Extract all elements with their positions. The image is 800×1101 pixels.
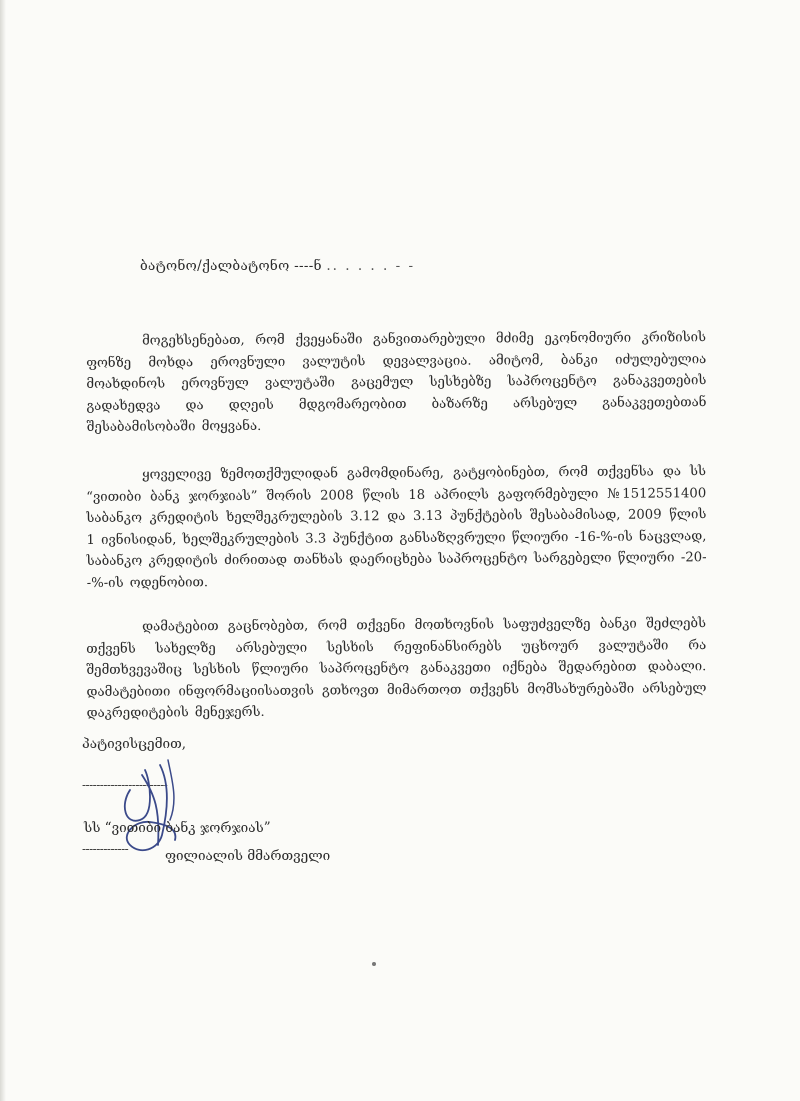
paragraph-devaluation: მოგეხსენებათ, რომ ქვეყანაში განვითარებული მძიმე ეკონომიური კრიზისის ფონზე მოხდა ეროვნული ვალუტის დევალვაცია. ამიტომ, ბანკი იძულებულია მოახდინოს ეროვნულ ვალუტაში გაცემულ სესხებზე საპროცენტო განაკვეთების გადახედვა და დღეის მდგომარეობით ბაზარზე არსებულ განაკვეთებთან შესაბამისობაში მოყვანა. bbox=[86, 330, 707, 436]
position-dash-line: ------------- bbox=[82, 842, 129, 856]
signature-dash-line: ------------------------ bbox=[82, 778, 168, 792]
obscured-recipient-name: .. . . . . - - bbox=[326, 258, 416, 274]
salutation-text: ბატონო/ქალბატონო ----ნ bbox=[140, 258, 322, 274]
paragraph-refinancing: დამატებით გაცნობებთ, რომ თქვენი მოთხოვნის საფუძველზე ბანკი შეძლებს თქვენს სახელზე არსებული სესხის რეფინანსირებს უცხოურ ვალუტაში რა შემთხვევაშიც სესხის წლიური საპროცენტო განაკვეთი იქნება შედარებით დაბალი. დამატებითი ინფორმაციისათვის გთხოვთ მიმართოთ თქვენს მომსახურებაში არსებულ დაკრედიტების მენეჯერს. bbox=[86, 616, 707, 722]
closing-greeting: პატივისცემით, bbox=[82, 736, 186, 752]
organization-name: სს “ვითიბი ბანკ ჯორჯიას” bbox=[84, 820, 271, 836]
scan-edge-shadow bbox=[0, 0, 6, 1101]
scan-speck bbox=[372, 962, 376, 966]
salutation-line bbox=[140, 258, 415, 274]
paragraph-rate-change: ყოველივე ზემოთქმულიდან გამომდინარე, გატყობინებთ, რომ თქვენსა და სს “ვითიბი ბანკ ჯორჯიას” შორის 2008 წლის 18 აპრილს გაფორმებული №1512551400 საბანკო კრედიტის ხელშეკრულების 3.12 და 3.13 პუნქტების შესაბამისად, 2009 წლის 1 ივნისიდან, ხელშეკრულების 3.3 პუნქტით განსაზღვრული წლიური -16-%-ის ნაცვლად, საბანკო კრედიტის ძირითად თანხას დაერიცხება საპროცენტო სარგებელი წლიური -20--%-ის ოდენობით. bbox=[86, 464, 707, 591]
signatory-position: ფილიალის მმართველი bbox=[165, 848, 331, 864]
